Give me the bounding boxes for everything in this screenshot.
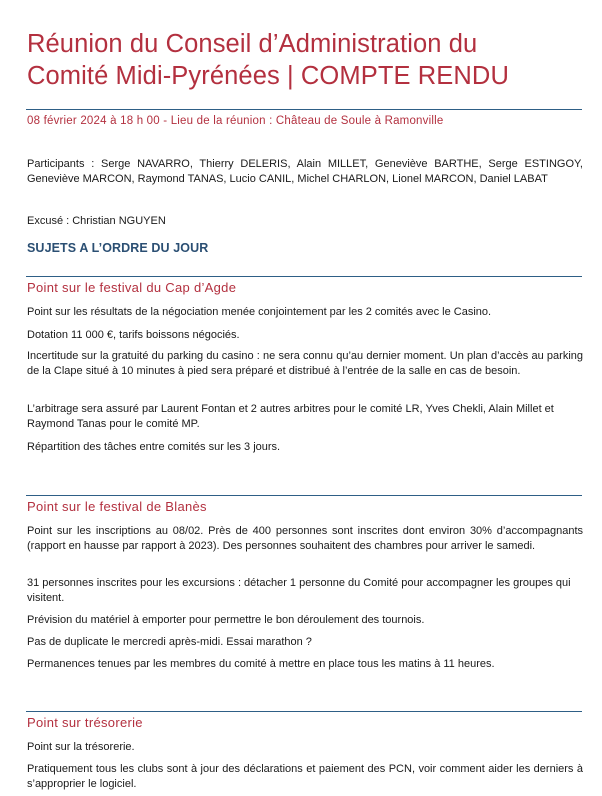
title-line-2: Comité Midi-Pyrénées | COMPTE RENDU	[27, 62, 509, 90]
agenda-heading: SUJETS A L’ORDRE DU JOUR	[27, 241, 209, 255]
section-paragraph: Point sur les inscriptions au 08/02. Près de 400 personnes sont inscrites dont environ 30% d’accompagnants (rapport en hausse par rapport à 2023). Des personnes souhaitent des chambres pour arriver le samedi.	[27, 525, 583, 552]
title-divider	[26, 109, 582, 110]
section-paragraph: Répartition des tâches entre comités sur les 3 jours.	[27, 441, 281, 453]
section-title-blanes: Point sur le festival de Blanès	[27, 499, 207, 514]
section-paragraph: Dotation 11 000 €, tarifs boissons négociés.	[27, 329, 240, 341]
section-divider	[26, 276, 582, 277]
section-paragraph: Prévision du matériel à emporter pour permettre le bon déroulement des tournois.	[27, 614, 425, 626]
section-paragraph: Permanences tenues par les membres du comité à mettre en place tous les matins à 11 heures.	[27, 658, 495, 670]
section-paragraph: Incertitude sur la gratuité du parking du casino : ne sera connu qu’au dernier moment. Un plan d’accès au parking de la Clape situé à 10 minutes à pied sera préparé et distribué à l’entrée de la salle en cas de besoin.	[27, 350, 583, 377]
meeting-date-location: 08 février 2024 à 18 h 00 - Lieu de la réunion : Château de Soule à Ramonville	[27, 115, 444, 127]
section-paragraph: Pas de duplicate le mercredi après-midi. Essai marathon ?	[27, 636, 312, 648]
section-paragraph: Point sur les résultats de la négociation menée conjointement par les 2 comités avec le Casino.	[27, 306, 492, 318]
section-divider	[26, 495, 582, 496]
section-divider	[26, 711, 582, 712]
section-paragraph: Pratiquement tous les clubs sont à jour des déclarations et paiement des PCN, voir comment aider les derniers à s’approprier le logiciel.	[27, 763, 583, 790]
page-title	[27, 28, 587, 92]
section-title-cap-agde: Point sur le festival du Cap d’Agde	[27, 280, 237, 295]
excused-list: Excusé : Christian NGUYEN	[27, 215, 166, 227]
section-paragraph: Point sur la trésorerie.	[27, 741, 135, 753]
section-title-tresorerie: Point sur trésorerie	[27, 715, 143, 730]
section-paragraph: L’arbitrage sera assuré par Laurent Fontan et 2 autres arbitres pour le comité LR, Yves Chekli, Alain Millet et Raymond Tanas pour le comité MP.	[27, 403, 554, 430]
participants-list: Participants : Serge NAVARRO, Thierry DELERIS, Alain MILLET, Geneviève BARTHE, Serge ESTINGOY, Geneviève MARCON, Raymond TANAS, Lucio CANIL, Michel CHARLON, Lionel MARCON, Daniel LABAT	[27, 158, 583, 185]
section-paragraph: 31 personnes inscrites pour les excursions : détacher 1 personne du Comité pour accompagner les groupes qui visitent.	[27, 577, 571, 604]
title-line-1: Réunion du Conseil d’Administration du	[27, 30, 478, 58]
